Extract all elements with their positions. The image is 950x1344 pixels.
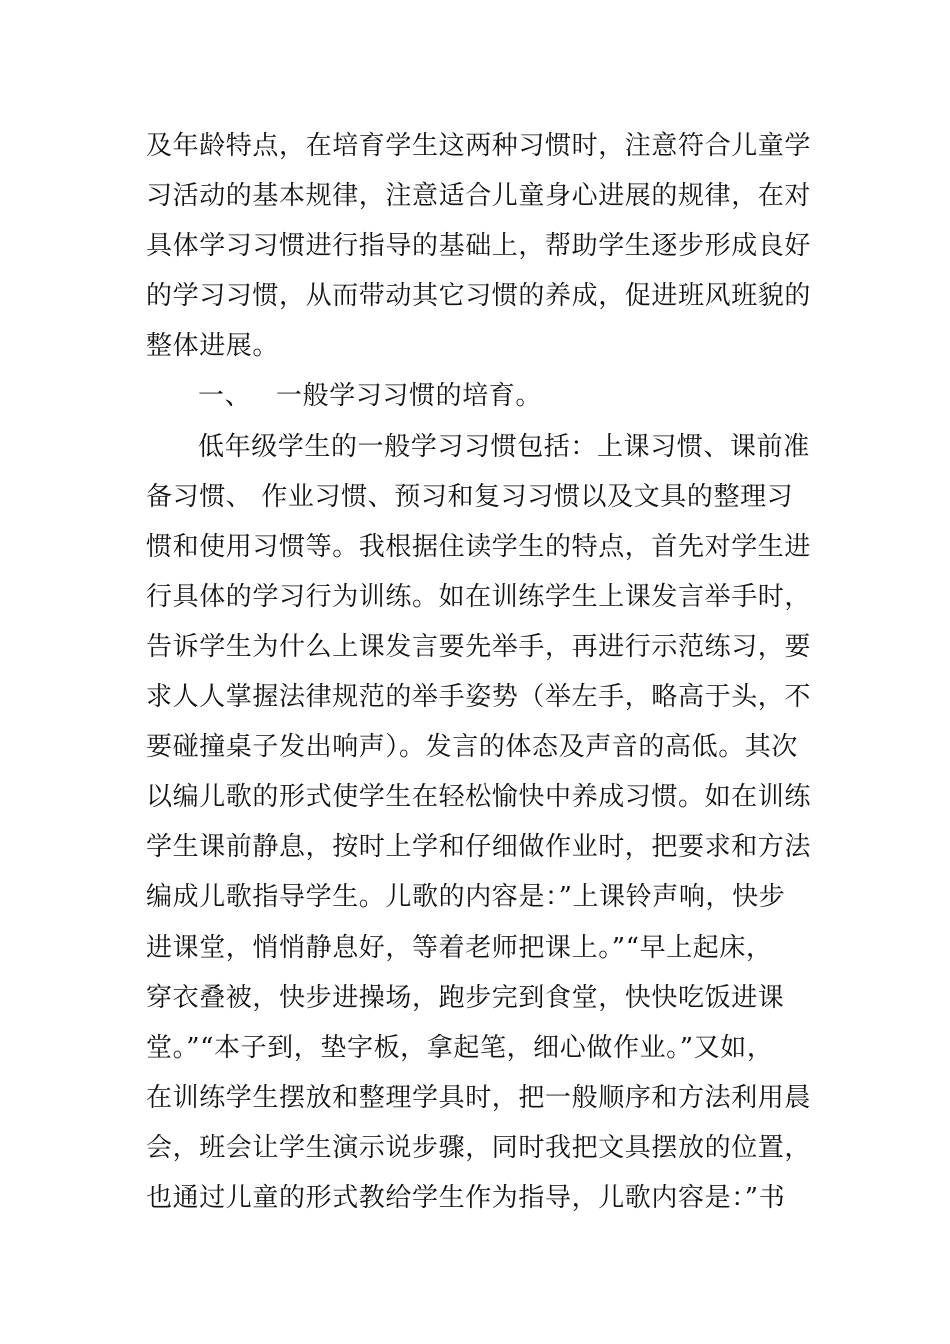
text-line: 穿衣叠被，快步进操场，跑步完到食堂，快快吃饭进课 xyxy=(146,982,785,1013)
text-line: 告诉学生为什么上课发言要先举手，再进行示范练习，要 xyxy=(146,631,812,662)
text-line: 也通过儿童的形式教给学生作为指导，儿歌内容是：”书 xyxy=(146,1182,786,1213)
text-line: 的学习习惯，从而带动其它习惯的养成，促进班风班貌的 xyxy=(146,281,812,312)
text-line: 要碰撞桌子发出响声）。发言的体态及声音的高低。其次 xyxy=(146,732,799,763)
text-line: 编成儿歌指导学生。儿歌的内容是：”上课铃声响，快步 xyxy=(146,882,786,913)
text-line: 求人人掌握法律规范的举手姿势（举左手，略高于头，不 xyxy=(146,682,812,713)
text-line: 堂。”“本子到，垫字板，拿起笔，细心做作业。”又如， xyxy=(146,1032,774,1063)
text-line: 及年龄特点，在培育学生这两种习惯时，注意符合儿童学 xyxy=(146,131,812,161)
section-heading xyxy=(146,371,826,421)
text-line: 以编儿歌的形式使学生在轻松愉快中养成习惯。如在训练 xyxy=(146,782,812,813)
text-line: 低年级学生的一般学习习惯包括：上课习惯、课前准 xyxy=(198,431,810,462)
text-line: 学生课前静息，按时上学和仔细做作业时，把要求和方法 xyxy=(146,832,812,863)
text-line: 在训练学生摆放和整理学具时，把一般顺序和方法利用晨 xyxy=(146,1082,812,1113)
text-line: 会，班会让学生演示说步骤，同时我把文具摆放的位置， xyxy=(146,1132,812,1163)
section-heading-number: 一、 xyxy=(198,381,252,412)
text-line: 行具体的学习行为训练。如在训练学生上课发言举手时， xyxy=(146,581,812,612)
text-line: 具体学习习惯进行指导的基础上，帮助学生逐步形成良好 xyxy=(146,231,812,262)
text-line: 习活动的基本规律，注意适合儿童身心进展的规律，在对 xyxy=(146,181,812,212)
text-line: 惯和使用习惯等。我根据住读学生的特点，首先对学生进 xyxy=(146,531,812,562)
section-heading-title: 一般学习习惯的培育。 xyxy=(276,381,543,412)
document-body xyxy=(146,121,826,1223)
text-line: 备习惯、 作业习惯、预习和复习习惯以及文具的整理习 xyxy=(146,481,794,512)
text-line: 整体进展。 xyxy=(146,331,280,362)
text-line: 进课堂，悄悄静息好，等着老师把课上。”“早上起床， xyxy=(146,932,773,963)
